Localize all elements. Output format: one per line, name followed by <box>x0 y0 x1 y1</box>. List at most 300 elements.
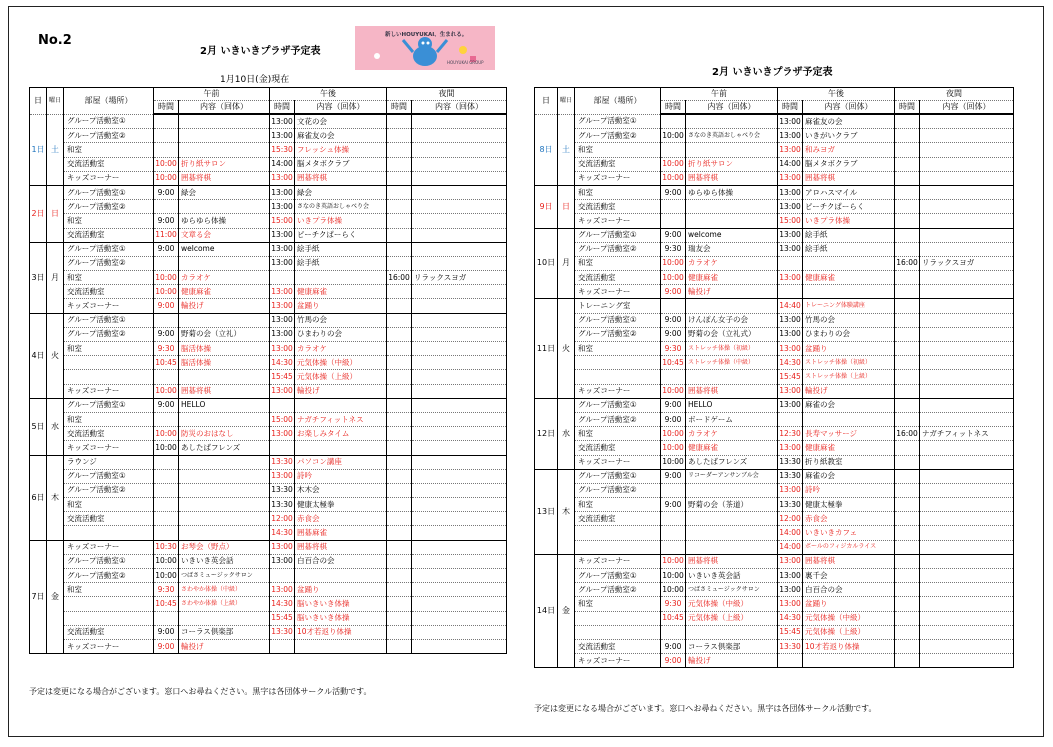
night-time <box>387 370 412 384</box>
night-content <box>412 384 507 398</box>
pm-time: 13:00 <box>270 384 295 398</box>
am-time: 10:00 <box>154 441 179 455</box>
pm-time: 12:30 <box>778 427 803 441</box>
header-content: 内容（回体） <box>412 101 507 115</box>
am-content: 囲碁将棋 <box>179 171 270 185</box>
night-time <box>387 185 412 199</box>
am-content <box>179 469 270 483</box>
room-cell <box>64 597 154 611</box>
night-time <box>895 441 920 455</box>
pm-time: 13:00 <box>270 299 295 313</box>
am-time: 10:00 <box>154 171 179 185</box>
am-content <box>686 299 778 313</box>
table-row <box>535 625 1014 639</box>
am-time <box>661 299 686 313</box>
pm-time: 13:00 <box>270 200 295 214</box>
room-cell <box>575 526 661 540</box>
night-time <box>895 342 920 356</box>
pm-content <box>295 639 387 653</box>
pm-content: 赤食会 <box>295 512 387 526</box>
am-content <box>179 256 270 270</box>
header-content: 内容（回体） <box>803 101 895 115</box>
day-cell: 6日 <box>30 455 47 540</box>
room-cell: 交流活動室 <box>575 639 661 653</box>
table-row <box>535 171 1014 185</box>
night-content <box>412 114 507 129</box>
am-time <box>154 412 179 426</box>
am-content: 囲碁将棋 <box>686 171 778 185</box>
room-cell: グループ活動室② <box>64 256 154 270</box>
am-time: 10:00 <box>661 256 686 270</box>
night-content <box>412 583 507 597</box>
night-time <box>387 143 412 157</box>
room-cell: グループ活動室② <box>64 129 154 143</box>
night-content <box>412 483 507 497</box>
am-content: 野菊の会（立礼式） <box>686 327 778 341</box>
am-content <box>179 526 270 540</box>
night-content <box>920 299 1014 313</box>
table-row <box>535 157 1014 171</box>
am-content: 健康麻雀 <box>179 285 270 299</box>
night-time <box>895 498 920 512</box>
am-content: さわやか体操（上級） <box>179 597 270 611</box>
banner-text: 新しいHOUYUKAI、生まれる。 <box>385 32 468 38</box>
night-time <box>387 398 412 412</box>
pm-time: 13:00 <box>270 171 295 185</box>
weekday-cell: 木 <box>558 469 575 554</box>
table-row <box>30 398 507 412</box>
am-time <box>154 313 179 327</box>
room-cell: 交流活動室 <box>575 441 661 455</box>
night-time <box>387 611 412 625</box>
room-cell: グループ活動室② <box>575 327 661 341</box>
pm-content: ピーチクぱーらく <box>803 200 895 214</box>
pm-content: 絵手紙 <box>803 242 895 256</box>
room-cell: 和室 <box>575 597 661 611</box>
pm-content: 健康麻雀 <box>803 271 895 285</box>
night-content <box>412 313 507 327</box>
pm-content: 囲碁将棋 <box>803 554 895 568</box>
room-cell: グループ活動室① <box>575 228 661 242</box>
am-time: 10:00 <box>154 285 179 299</box>
night-content <box>920 398 1014 412</box>
am-time <box>154 129 179 143</box>
pm-time: 15:45 <box>270 370 295 384</box>
night-time <box>895 143 920 157</box>
night-content <box>412 554 507 568</box>
am-content: カラオケ <box>686 427 778 441</box>
am-content <box>686 483 778 497</box>
room-cell: グループ活動室② <box>64 483 154 497</box>
weekday-cell: 月 <box>558 228 575 299</box>
pm-time: 14:30 <box>778 356 803 370</box>
am-time: 10:00 <box>661 171 686 185</box>
pm-content: 絵手紙 <box>803 228 895 242</box>
pm-content: 10才若返り体操 <box>295 625 387 639</box>
night-content <box>920 370 1014 384</box>
header-time: 時間 <box>778 101 803 115</box>
night-time <box>387 129 412 143</box>
room-cell <box>575 370 661 384</box>
am-time <box>661 200 686 214</box>
room-cell: キッズコーナー <box>575 384 661 398</box>
night-content <box>920 327 1014 341</box>
table-row <box>535 214 1014 228</box>
am-time <box>154 469 179 483</box>
night-content <box>412 285 507 299</box>
am-time: 10:00 <box>661 129 686 143</box>
room-cell: グループ活動室② <box>575 242 661 256</box>
room-cell: 和室 <box>575 143 661 157</box>
am-content: ゆらゆら体操 <box>686 185 778 199</box>
pm-content: 輪投げ <box>803 384 895 398</box>
night-time <box>895 540 920 554</box>
am-content <box>179 512 270 526</box>
night-time <box>895 611 920 625</box>
night-content <box>920 242 1014 256</box>
pm-content <box>295 441 387 455</box>
am-time: 10:00 <box>661 384 686 398</box>
pm-time: 13:00 <box>270 327 295 341</box>
header-day: 日 <box>30 88 47 115</box>
night-time <box>387 327 412 341</box>
am-content: ストレッチ体操（中級） <box>686 356 778 370</box>
am-content: カラオケ <box>686 256 778 270</box>
room-cell: 交流活動室 <box>575 157 661 171</box>
am-time: 9:00 <box>661 654 686 668</box>
am-time: 10:00 <box>154 554 179 568</box>
night-content <box>920 483 1014 497</box>
pm-content: 麻雀友の会 <box>803 114 895 129</box>
table-row <box>535 327 1014 341</box>
weekday-cell: 土 <box>558 114 575 185</box>
am-time <box>154 498 179 512</box>
room-cell: キッズコーナー <box>575 554 661 568</box>
night-time <box>387 157 412 171</box>
am-content <box>179 143 270 157</box>
night-time <box>387 597 412 611</box>
pm-time: 13:00 <box>778 342 803 356</box>
am-content: 折り紙サロン <box>686 157 778 171</box>
night-content <box>920 554 1014 568</box>
room-cell <box>575 625 661 639</box>
am-content <box>179 412 270 426</box>
night-time <box>387 554 412 568</box>
am-time: 9:30 <box>661 342 686 356</box>
am-time: 10:45 <box>154 356 179 370</box>
pm-time: 13:00 <box>270 129 295 143</box>
table-row <box>535 569 1014 583</box>
night-content <box>920 569 1014 583</box>
table-row <box>535 271 1014 285</box>
table-row <box>30 285 507 299</box>
pm-content: いきプラ体操 <box>803 214 895 228</box>
night-time <box>895 569 920 583</box>
table-row <box>30 299 507 313</box>
pm-time <box>270 441 295 455</box>
pm-time: 13:00 <box>778 143 803 157</box>
night-time <box>387 569 412 583</box>
table-row <box>30 625 507 639</box>
pm-content: さなのき英語おしゃべり会 <box>295 200 387 214</box>
night-content <box>920 157 1014 171</box>
am-time <box>154 483 179 497</box>
pm-content: 折り紙教室 <box>803 455 895 469</box>
night-content <box>920 526 1014 540</box>
pm-time: 13:00 <box>270 540 295 554</box>
table-row <box>30 554 507 568</box>
am-content: 健康麻雀 <box>686 441 778 455</box>
night-time <box>895 200 920 214</box>
banner-image <box>355 26 495 70</box>
pm-content: 盆踊り <box>295 299 387 313</box>
day-cell: 9日 <box>535 185 558 228</box>
pm-time: 13:00 <box>778 114 803 129</box>
pm-content: パソコン講座 <box>295 455 387 469</box>
table-row <box>535 611 1014 625</box>
am-content: 囲碁将棋 <box>179 384 270 398</box>
am-content: 脳活体操 <box>179 356 270 370</box>
pm-time: 14:00 <box>778 157 803 171</box>
night-content <box>920 384 1014 398</box>
am-content <box>686 214 778 228</box>
table-row <box>535 242 1014 256</box>
night-content <box>412 512 507 526</box>
pm-content: 脳いきいき体操 <box>295 597 387 611</box>
pm-content: 盆踊り <box>803 597 895 611</box>
room-cell: グループ活動室② <box>575 129 661 143</box>
night-time: 16:00 <box>387 271 412 285</box>
pm-time: 14:30 <box>270 597 295 611</box>
pm-content: 囲碁将棋 <box>803 171 895 185</box>
am-content <box>179 129 270 143</box>
pm-content: 脳メタボクラブ <box>295 157 387 171</box>
night-content <box>412 299 507 313</box>
am-time: 10:45 <box>661 356 686 370</box>
room-cell <box>64 611 154 625</box>
room-cell: ラウンジ <box>64 455 154 469</box>
am-time <box>661 370 686 384</box>
night-time <box>387 469 412 483</box>
room-cell: グループ活動室① <box>64 114 154 129</box>
pm-content: 健康太極拳 <box>803 498 895 512</box>
night-content <box>412 441 507 455</box>
pm-content: ひまわりの会 <box>803 327 895 341</box>
day-cell: 13日 <box>535 469 558 554</box>
am-content: さなのき英語おしゃべり会 <box>686 129 778 143</box>
am-content: 文章る会 <box>179 228 270 242</box>
night-content <box>412 469 507 483</box>
night-time <box>895 370 920 384</box>
pm-time: 13:30 <box>778 639 803 653</box>
pm-content <box>803 285 895 299</box>
am-time: 9:30 <box>154 342 179 356</box>
pm-content: 元気体操（上級） <box>295 370 387 384</box>
pm-content: フレッシュ体操 <box>295 143 387 157</box>
am-time <box>154 512 179 526</box>
night-time <box>895 327 920 341</box>
pm-time: 12:00 <box>270 512 295 526</box>
am-content <box>686 200 778 214</box>
am-content <box>179 313 270 327</box>
am-content <box>179 114 270 129</box>
pm-content: ストレッチ体操（初級） <box>803 356 895 370</box>
day-cell: 4日 <box>30 313 47 398</box>
am-time: 10:30 <box>154 540 179 554</box>
room-cell: グループ活動室② <box>64 327 154 341</box>
pm-time: 15:45 <box>778 370 803 384</box>
am-time: 10:45 <box>154 597 179 611</box>
table-row <box>535 597 1014 611</box>
day-cell: 5日 <box>30 398 47 455</box>
header-night: 夜間 <box>895 88 1014 101</box>
header-content: 内容（回体） <box>920 101 1014 115</box>
night-time <box>895 639 920 653</box>
night-time <box>895 313 920 327</box>
night-time <box>895 129 920 143</box>
am-time <box>661 526 686 540</box>
am-content: コーラス倶楽部 <box>179 625 270 639</box>
room-cell: 和室 <box>64 342 154 356</box>
night-content <box>920 171 1014 185</box>
am-content: HELLO <box>179 398 270 412</box>
am-time: 9:30 <box>154 583 179 597</box>
night-time <box>895 171 920 185</box>
am-content: つばさミュージックサロン <box>179 569 270 583</box>
pm-time: 13:00 <box>270 342 295 356</box>
am-content: 野菊の会（茶道） <box>686 498 778 512</box>
table-row <box>30 441 507 455</box>
am-time: 9:00 <box>154 214 179 228</box>
am-content: 輪投げ <box>686 654 778 668</box>
room-cell: トレーニング室 <box>575 299 661 313</box>
header-time: 時間 <box>154 101 179 115</box>
night-time <box>387 412 412 426</box>
table-row <box>535 554 1014 568</box>
pm-time <box>778 654 803 668</box>
am-time: 9:00 <box>661 639 686 653</box>
table-row <box>30 143 507 157</box>
night-content <box>920 654 1014 668</box>
am-time <box>661 540 686 554</box>
weekday-cell: 火 <box>558 299 575 398</box>
night-content <box>412 200 507 214</box>
am-time: 10:00 <box>661 554 686 568</box>
pm-content: いきいきカフェ <box>803 526 895 540</box>
night-time <box>387 356 412 370</box>
pm-content: いきプラ体操 <box>295 214 387 228</box>
am-content: 脳活体操 <box>179 342 270 356</box>
room-cell <box>64 370 154 384</box>
weekday-cell: 水 <box>47 398 64 455</box>
pm-time: 14:30 <box>270 526 295 540</box>
night-content <box>412 455 507 469</box>
am-content: いきいき英会話 <box>686 569 778 583</box>
header-content: 内容（回体） <box>179 101 270 115</box>
am-content <box>179 455 270 469</box>
table-row <box>30 412 507 426</box>
am-time: 10:00 <box>661 441 686 455</box>
pm-content: 白百合の会 <box>295 554 387 568</box>
am-time: 10:00 <box>154 271 179 285</box>
am-content: あしたばフレンズ <box>179 441 270 455</box>
pm-time: 13:00 <box>778 384 803 398</box>
night-content <box>920 114 1014 129</box>
night-time: 16:00 <box>895 427 920 441</box>
night-time <box>895 299 920 313</box>
room-cell: 和室 <box>64 583 154 597</box>
am-time: 9:30 <box>661 597 686 611</box>
table-row <box>30 228 507 242</box>
night-time <box>895 384 920 398</box>
table-row <box>30 185 507 199</box>
am-time <box>154 370 179 384</box>
pm-time: 13:30 <box>778 455 803 469</box>
table-row <box>30 214 507 228</box>
header-time: 時間 <box>661 101 686 115</box>
am-content: つばさミュージックサロン <box>686 583 778 597</box>
room-cell: 交流活動室 <box>64 157 154 171</box>
pm-time: 13:00 <box>270 554 295 568</box>
night-time <box>895 412 920 426</box>
room-cell: グループ活動室① <box>64 242 154 256</box>
pm-content: いきがいクラブ <box>803 129 895 143</box>
am-time: 9:00 <box>154 242 179 256</box>
night-content: リラックスヨガ <box>412 271 507 285</box>
table-row <box>535 398 1014 412</box>
am-content: 輪投げ <box>179 639 270 653</box>
pm-time <box>270 569 295 583</box>
table-row <box>30 256 507 270</box>
night-time <box>895 398 920 412</box>
pm-time: 13:00 <box>778 569 803 583</box>
night-time <box>387 342 412 356</box>
am-time: 10:00 <box>661 569 686 583</box>
pm-content: 健康太極拳 <box>295 498 387 512</box>
pm-time <box>270 271 295 285</box>
pm-content: 詩吟 <box>295 469 387 483</box>
header-time: 時間 <box>270 101 295 115</box>
pm-content: 輪投げ <box>295 384 387 398</box>
pm-time: 13:00 <box>778 200 803 214</box>
pm-time <box>778 285 803 299</box>
am-content <box>686 370 778 384</box>
am-time: 10:00 <box>154 384 179 398</box>
pm-time: 13:30 <box>270 483 295 497</box>
night-time <box>895 512 920 526</box>
am-time: 9:00 <box>661 185 686 199</box>
table-row <box>535 469 1014 483</box>
pm-time: 15:45 <box>270 611 295 625</box>
table-row <box>30 271 507 285</box>
table-row <box>535 483 1014 497</box>
table-row <box>30 342 507 356</box>
am-content <box>686 540 778 554</box>
night-content <box>412 398 507 412</box>
am-time: 9:00 <box>154 185 179 199</box>
night-content: ナガチフィットネス <box>920 427 1014 441</box>
pm-time <box>778 412 803 426</box>
table-row <box>30 512 507 526</box>
pm-content: お楽しみタイム <box>295 427 387 441</box>
pm-time: 15:00 <box>270 214 295 228</box>
pm-time: 14:30 <box>778 611 803 625</box>
header-content: 内容（回体） <box>295 101 387 115</box>
night-time <box>387 285 412 299</box>
am-time <box>661 143 686 157</box>
table-row <box>535 228 1014 242</box>
night-content <box>412 157 507 171</box>
